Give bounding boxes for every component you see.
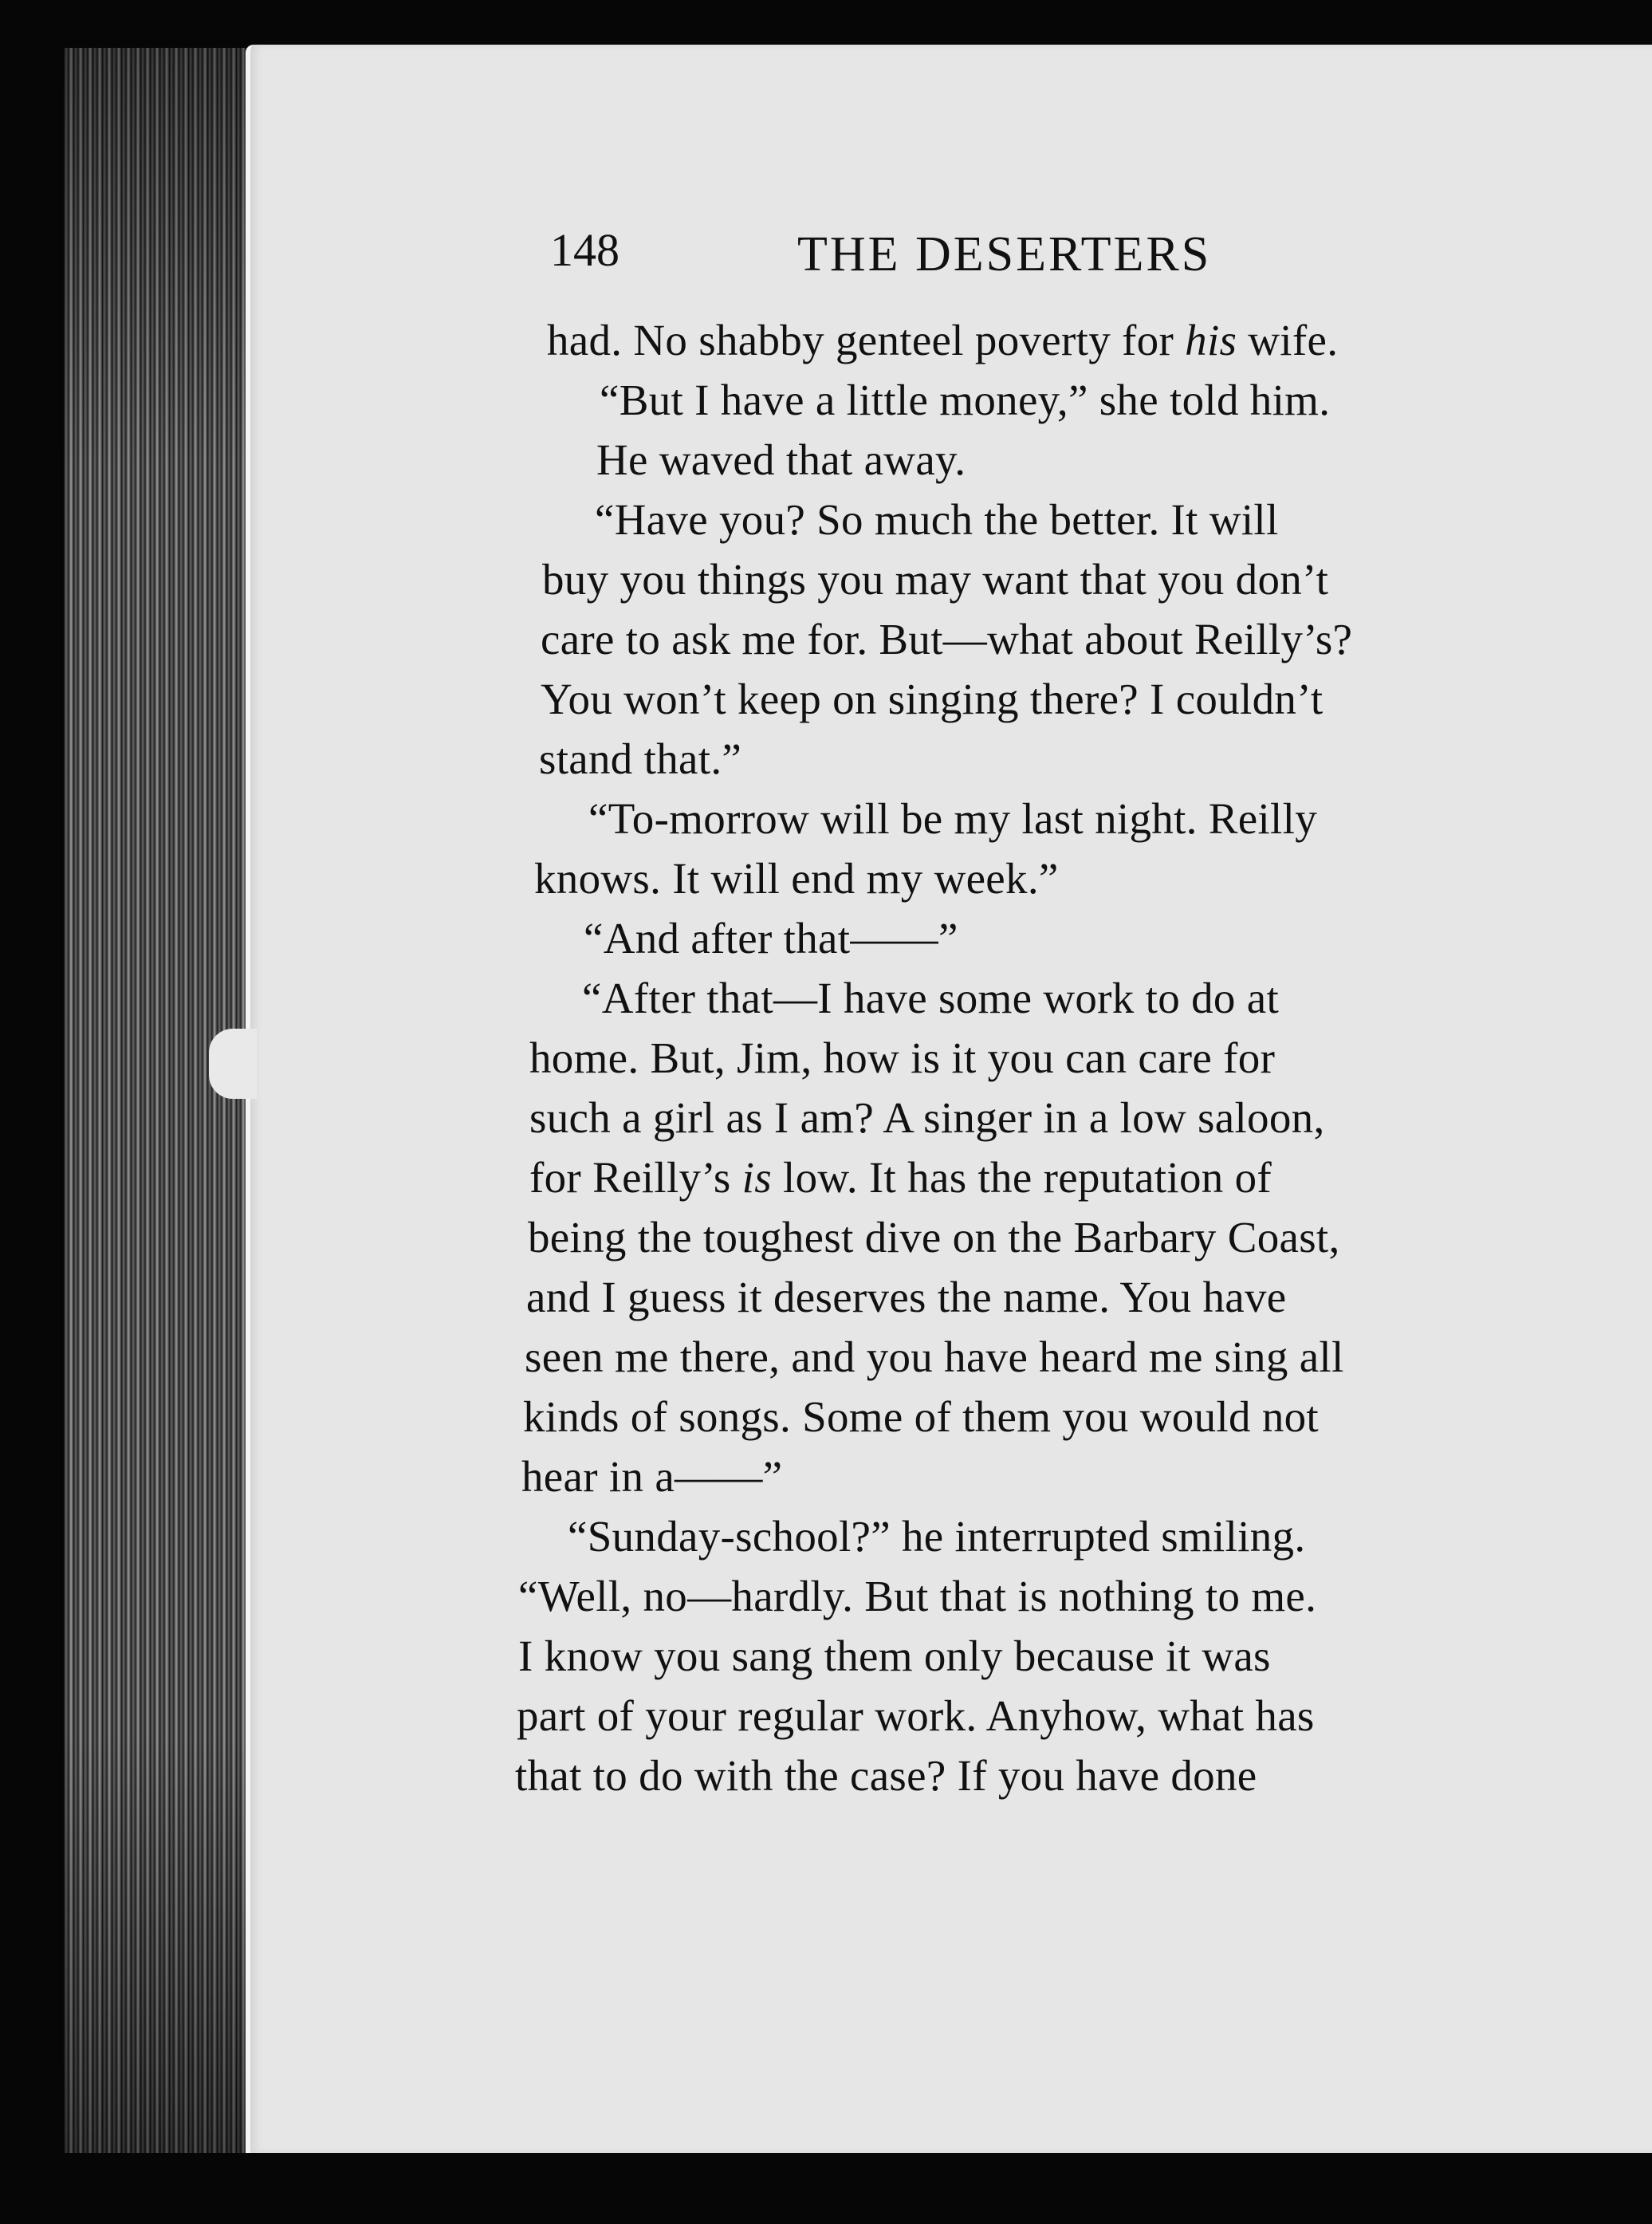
text-line: hear in a——” [521,1452,783,1501]
text-line: “Well, no—hardly. But that is nothing to me. [518,1572,1317,1620]
text-line: I know you sang them only because it was [518,1632,1271,1680]
text-line: “Have you? So much the better. It will [595,495,1279,544]
page-fold-notch [209,1029,257,1099]
text-line: buy you things you may want that you don’t [542,555,1329,604]
text-line: that to do with the case? If you have done [515,1751,1257,1800]
text-line: “To-morrow will be my last night. Reilly [588,794,1317,843]
running-head [550,223,1507,295]
text-line: being the toughest dive on the Barbary Coast, [528,1213,1340,1262]
text-line: kinds of songs. Some of them you would not [523,1392,1320,1441]
text-line: home. But, Jim, how is it you can care for [529,1033,1276,1082]
text-line: “And after that——” [584,914,958,962]
text-line: knows. It will end my week.” [534,854,1059,903]
text-line: “But I have a little money,” she told him. [600,376,1331,424]
text-line: He waved that away. [596,435,966,484]
book-page-edges [64,48,255,2153]
running-title: THE DESERTERS [797,227,1212,281]
text-line: had. No shabby genteel poverty for his wife. [547,316,1339,364]
text-line: part of your regular work. Anyhow, what has [517,1691,1315,1740]
text-line: You won’t keep on singing there? I couldn’t [541,675,1324,723]
text-line: for Reilly’s is low. It has the reputation of [529,1153,1272,1202]
text-line: such a girl as I am? A singer in a low saloon, [529,1093,1325,1142]
text-line: “After that—I have some work to do at [582,974,1280,1022]
text-line: seen me there, and you have heard me sing all [525,1332,1344,1381]
text-line: “Sunday-school?” he interrupted smiling. [568,1512,1306,1561]
text-line: care to ask me for. But—what about Reilly’s? [541,615,1353,663]
text-line: and I guess it deserves the name. You have [526,1273,1287,1321]
page-number: 148 [550,224,620,276]
text-line: stand that.” [539,734,742,783]
